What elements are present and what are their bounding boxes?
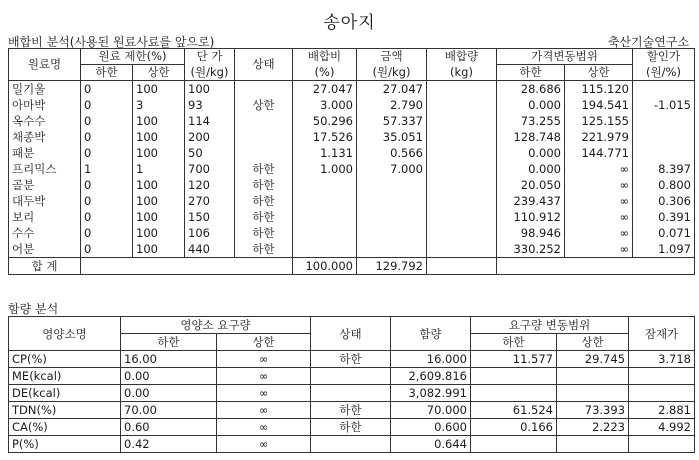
range-low xyxy=(471,385,557,402)
requirement-high: ∞ xyxy=(217,419,311,436)
total-ratio: 100.000 xyxy=(293,258,357,275)
limit-high: 3 xyxy=(133,97,185,113)
ingredient-name: 밀기울 xyxy=(9,81,81,98)
table-row xyxy=(9,402,695,419)
header-req-low: 하한 xyxy=(121,334,217,351)
range-low: 28.686 xyxy=(497,81,565,98)
total-qty xyxy=(427,258,497,275)
qty xyxy=(427,209,497,225)
header-range-low: 하한 xyxy=(471,334,557,351)
ratio: 27.047 xyxy=(293,81,357,98)
discount xyxy=(633,81,695,98)
header-ratio: 배합비 xyxy=(293,49,357,65)
unit-price: 114 xyxy=(185,113,235,129)
table-row xyxy=(9,225,695,241)
header-limit-high: 상한 xyxy=(133,65,185,81)
amount: 35.051 xyxy=(357,129,427,145)
requirement-low: 16.00 xyxy=(121,351,217,368)
range-high: 221.979 xyxy=(565,129,633,145)
status: 하한 xyxy=(235,193,293,209)
unit-price: 150 xyxy=(185,209,235,225)
range-high xyxy=(557,368,629,385)
nutrient-name: ME(kcal) xyxy=(9,368,121,385)
table-row xyxy=(9,351,695,368)
discount: 8.397 xyxy=(633,161,695,177)
ingredient-name: 채종박 xyxy=(9,129,81,145)
status: 하한 xyxy=(311,351,391,368)
header-nutrient-status: 상태 xyxy=(311,317,391,351)
amount xyxy=(357,177,427,193)
formula-table xyxy=(8,48,695,275)
header-range-low: 하한 xyxy=(497,65,565,81)
range-high: ∞ xyxy=(565,241,633,258)
ratio xyxy=(293,177,357,193)
limit-high: 1 xyxy=(133,161,185,177)
ratio xyxy=(293,209,357,225)
ratio: 3.000 xyxy=(293,97,357,113)
unit-price: 120 xyxy=(185,177,235,193)
unit-price: 700 xyxy=(185,161,235,177)
limit-low: 0 xyxy=(81,129,133,145)
range-high: ∞ xyxy=(565,225,633,241)
ratio xyxy=(293,241,357,258)
table-row xyxy=(9,385,695,402)
ingredient-name: 수수 xyxy=(9,225,81,241)
table-row xyxy=(9,97,695,113)
limit-low: 0 xyxy=(81,193,133,209)
content: 0.600 xyxy=(391,419,471,436)
range-low: 0.000 xyxy=(497,161,565,177)
discount xyxy=(633,113,695,129)
limit-low: 1 xyxy=(81,161,133,177)
amount: 7.000 xyxy=(357,161,427,177)
limit-high: 100 xyxy=(133,225,185,241)
range-high: 115.120 xyxy=(565,81,633,98)
limit-low: 0 xyxy=(81,97,133,113)
ingredient-name: 아마박 xyxy=(9,97,81,113)
range-high: 2.223 xyxy=(557,419,629,436)
range-low: 330.252 xyxy=(497,241,565,258)
total-empty-right xyxy=(497,258,695,275)
limit-low: 0 xyxy=(81,113,133,129)
range-high: ∞ xyxy=(565,161,633,177)
unit-price: 50 xyxy=(185,145,235,161)
header-status: 상태 xyxy=(235,49,293,81)
shadow-price xyxy=(629,368,695,385)
content: 70.000 xyxy=(391,402,471,419)
range-low: 128.748 xyxy=(497,129,565,145)
table-row xyxy=(9,113,695,129)
requirement-low: 0.60 xyxy=(121,419,217,436)
range-low: 110.912 xyxy=(497,209,565,225)
shadow-price xyxy=(629,436,695,453)
status: 하한 xyxy=(235,177,293,193)
discount xyxy=(633,129,695,145)
amount xyxy=(357,193,427,209)
header-discount: 할인가 xyxy=(633,49,695,65)
status: 하한 xyxy=(235,241,293,258)
ratio: 17.526 xyxy=(293,129,357,145)
ingredient-name: 옥수수 xyxy=(9,113,81,129)
formula-header-row xyxy=(9,49,695,65)
range-low: 20.050 xyxy=(497,177,565,193)
nutrient-name: CP(%) xyxy=(9,351,121,368)
requirement-high: ∞ xyxy=(217,436,311,453)
limit-high: 100 xyxy=(133,129,185,145)
content: 3,082.991 xyxy=(391,385,471,402)
content: 0.644 xyxy=(391,436,471,453)
discount: 0.800 xyxy=(633,177,695,193)
unit-price: 100 xyxy=(185,81,235,98)
discount: 1.097 xyxy=(633,241,695,258)
amount: 2.790 xyxy=(357,97,427,113)
ratio xyxy=(293,193,357,209)
header-content: 함량 xyxy=(391,317,471,351)
qty xyxy=(427,97,497,113)
status: 상한 xyxy=(235,97,293,113)
header-ratio-unit: (%) xyxy=(293,65,357,81)
status xyxy=(235,81,293,98)
qty xyxy=(427,81,497,98)
unit-price: 440 xyxy=(185,241,235,258)
qty xyxy=(427,241,497,258)
range-high: 144.771 xyxy=(565,145,633,161)
header-nutrient-name: 영양소명 xyxy=(9,317,121,351)
header-discount-unit: (원/%) xyxy=(633,65,695,81)
unit-price: 270 xyxy=(185,193,235,209)
qty xyxy=(427,129,497,145)
table-row xyxy=(9,145,695,161)
range-low xyxy=(471,368,557,385)
range-low xyxy=(471,436,557,453)
range-high: 29.745 xyxy=(557,351,629,368)
header-range-high: 상한 xyxy=(565,65,633,81)
status: 하한 xyxy=(311,402,391,419)
limit-high: 100 xyxy=(133,209,185,225)
header-amount-unit: (원/kg) xyxy=(357,65,427,81)
limit-low: 0 xyxy=(81,209,133,225)
table-row xyxy=(9,436,695,453)
amount: 57.337 xyxy=(357,113,427,129)
limit-high: 100 xyxy=(133,177,185,193)
limit-high: 100 xyxy=(133,241,185,258)
limit-low: 0 xyxy=(81,225,133,241)
table-row xyxy=(9,241,695,258)
amount xyxy=(357,241,427,258)
range-low: 0.166 xyxy=(471,419,557,436)
table-row xyxy=(9,368,695,385)
range-high: 73.393 xyxy=(557,402,629,419)
qty xyxy=(427,225,497,241)
nutrient-name: DE(kcal) xyxy=(9,385,121,402)
amount xyxy=(357,209,427,225)
institute-name: 축산기술연구소 xyxy=(607,35,689,49)
limit-high: 100 xyxy=(133,81,185,98)
amount: 0.566 xyxy=(357,145,427,161)
range-high: 194.541 xyxy=(565,97,633,113)
total-amount: 129.792 xyxy=(357,258,427,275)
limit-low: 0 xyxy=(81,177,133,193)
nutrient-name: CA(%) xyxy=(9,419,121,436)
table-row xyxy=(9,129,695,145)
requirement-low: 0.00 xyxy=(121,368,217,385)
status xyxy=(311,368,391,385)
status: 하한 xyxy=(235,209,293,225)
formula-subheader-row xyxy=(9,65,695,81)
limit-low: 0 xyxy=(81,145,133,161)
range-high: ∞ xyxy=(565,193,633,209)
ratio: 1.000 xyxy=(293,161,357,177)
limit-high: 100 xyxy=(133,145,185,161)
formula-total-row xyxy=(9,258,695,275)
header-amount: 금액 xyxy=(357,49,427,65)
unit-price: 200 xyxy=(185,129,235,145)
range-high xyxy=(557,436,629,453)
range-high xyxy=(557,385,629,402)
range-low: 61.524 xyxy=(471,402,557,419)
qty xyxy=(427,177,497,193)
limit-high: 100 xyxy=(133,193,185,209)
ingredient-name: 보리 xyxy=(9,209,81,225)
header-ingredient: 원료명 xyxy=(9,49,81,81)
ingredient-name: 프리믹스 xyxy=(9,161,81,177)
header-range-high: 상한 xyxy=(557,334,629,351)
qty xyxy=(427,193,497,209)
range-low: 98.946 xyxy=(497,225,565,241)
table-row xyxy=(9,193,695,209)
requirement-high: ∞ xyxy=(217,351,311,368)
range-high: ∞ xyxy=(565,177,633,193)
header-price: 단 가 xyxy=(185,49,235,65)
discount xyxy=(633,145,695,161)
qty xyxy=(427,161,497,177)
requirement-high: ∞ xyxy=(217,402,311,419)
discount: -1.015 xyxy=(633,97,695,113)
status xyxy=(311,436,391,453)
requirement-low: 0.42 xyxy=(121,436,217,453)
ingredient-name: 어분 xyxy=(9,241,81,258)
range-low: 73.255 xyxy=(497,113,565,129)
header-price-range: 가격변동범위 xyxy=(497,49,633,65)
nutrient-section-title: 함량 분석 xyxy=(8,302,59,316)
ingredient-name: 골분 xyxy=(9,177,81,193)
nutrient-table xyxy=(8,316,695,453)
shadow-price: 3.718 xyxy=(629,351,695,368)
header-req-range: 요구량 변동범위 xyxy=(471,317,629,334)
ratio: 1.131 xyxy=(293,145,357,161)
header-qty: 배합량 xyxy=(427,49,497,65)
qty xyxy=(427,113,497,129)
content: 2,609.816 xyxy=(391,368,471,385)
nutrient-header-row xyxy=(9,317,695,334)
range-low: 0.000 xyxy=(497,97,565,113)
amount: 27.047 xyxy=(357,81,427,98)
table-row xyxy=(9,81,695,98)
header-limit: 원료 제한(%) xyxy=(81,49,185,65)
status: 하한 xyxy=(235,225,293,241)
header-requirement: 영양소 요구량 xyxy=(121,317,311,334)
range-low: 239.437 xyxy=(497,193,565,209)
table-row xyxy=(9,177,695,193)
header-qty-unit: (kg) xyxy=(427,65,497,81)
limit-low: 0 xyxy=(81,81,133,98)
header-price-unit: (원/kg) xyxy=(185,65,235,81)
shadow-price xyxy=(629,385,695,402)
requirement-high: ∞ xyxy=(217,368,311,385)
requirement-high: ∞ xyxy=(217,385,311,402)
total-label: 합 계 xyxy=(9,258,81,275)
limit-low: 0 xyxy=(81,241,133,258)
status: 하한 xyxy=(235,161,293,177)
range-low: 11.577 xyxy=(471,351,557,368)
table-row xyxy=(9,209,695,225)
ingredient-name: 패분 xyxy=(9,145,81,161)
ingredient-name: 대두박 xyxy=(9,193,81,209)
shadow-price: 4.992 xyxy=(629,419,695,436)
header-shadow-price: 잠재가 xyxy=(629,317,695,351)
ratio: 50.296 xyxy=(293,113,357,129)
discount: 0.306 xyxy=(633,193,695,209)
qty xyxy=(427,145,497,161)
formula-section-title: 배합비 분석(사용된 원료사료를 앞으로) xyxy=(8,35,215,49)
requirement-low: 70.00 xyxy=(121,402,217,419)
table-row xyxy=(9,419,695,436)
limit-high: 100 xyxy=(133,113,185,129)
range-high: 125.155 xyxy=(565,113,633,129)
requirement-low: 0.00 xyxy=(121,385,217,402)
nutrient-name: TDN(%) xyxy=(9,402,121,419)
total-empty xyxy=(81,258,293,275)
discount: 0.071 xyxy=(633,225,695,241)
table-row xyxy=(9,161,695,177)
unit-price: 93 xyxy=(185,97,235,113)
nutrient-name: P(%) xyxy=(9,436,121,453)
amount xyxy=(357,225,427,241)
content: 16.000 xyxy=(391,351,471,368)
page-title: 송아지 xyxy=(323,13,376,33)
status xyxy=(235,129,293,145)
status xyxy=(235,145,293,161)
status: 하한 xyxy=(311,419,391,436)
header-limit-low: 하한 xyxy=(81,65,133,81)
ratio xyxy=(293,225,357,241)
header-req-high: 상한 xyxy=(217,334,311,351)
range-high: ∞ xyxy=(565,209,633,225)
discount: 0.391 xyxy=(633,209,695,225)
shadow-price: 2.881 xyxy=(629,402,695,419)
status xyxy=(311,385,391,402)
range-low: 0.000 xyxy=(497,145,565,161)
unit-price: 106 xyxy=(185,225,235,241)
status xyxy=(235,113,293,129)
